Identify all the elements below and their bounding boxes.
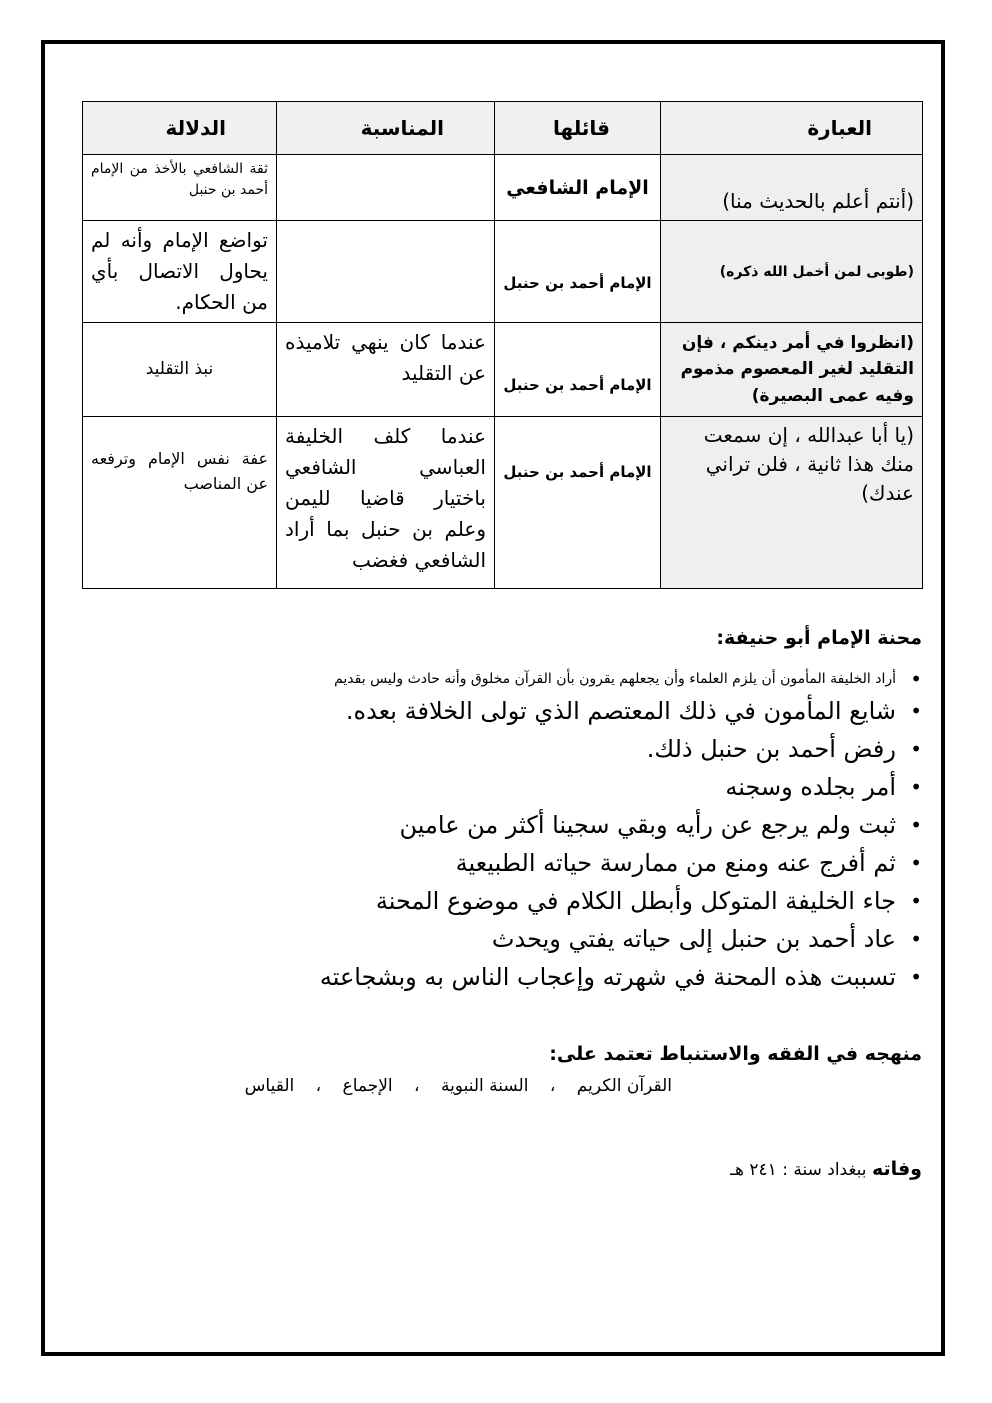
- header-quote: العبارة: [661, 102, 923, 155]
- list-item: • ثبت ولم يرجع عن رأيه وبقي سجينا أكثر من عامين: [132, 806, 922, 844]
- trial-list: [132, 666, 922, 996]
- header-occasion: المناسبة: [277, 102, 495, 155]
- death-text: ببغداد سنة : ٢٤١ هـ: [730, 1160, 867, 1180]
- table-header-row: [83, 102, 923, 155]
- list-item: • شايع المأمون في ذلك المعتصم الذي تولى الخلافة بعده.: [132, 692, 922, 730]
- occasion-cell: عندما كلف الخليفة العباسي الشافعي باختيار قاضيا لليمن وعلم بن حنبل بما أراد الشافعي فغضب: [277, 417, 495, 589]
- method-heading: منهجه في الفقه والاستنباط تعتمد على:: [549, 1043, 922, 1065]
- table-row: [83, 323, 923, 417]
- table-row: [83, 155, 923, 221]
- source-separator: ،: [414, 1076, 420, 1096]
- table-row: [83, 417, 923, 589]
- list-item: • رفض أحمد بن حنبل ذلك.: [132, 730, 922, 768]
- list-item: • ثم أفرج عنه ومنع من ممارسة حياته الطبيعية: [132, 844, 922, 882]
- source-separator: ،: [549, 1076, 556, 1096]
- source-item: الإجماع: [342, 1076, 393, 1096]
- speaker-cell: الإمام أحمد بن حنبل: [495, 417, 661, 589]
- table-row: [83, 221, 923, 323]
- meaning-cell: نبذ التقليد: [83, 323, 277, 417]
- speaker-cell: الإمام أحمد بن حنبل: [495, 221, 661, 323]
- quote-cell: (أنتم أعلم بالحديث منا): [661, 155, 923, 221]
- header-meaning: الدلالة: [83, 102, 277, 155]
- list-item: • أراد الخليفة المأمون أن يلزم العلماء وأن يجعلهم يقرون بأن القرآن مخلوق وأنه حادث وليس بقديم: [132, 666, 922, 692]
- source-item: القرآن الكريم: [576, 1076, 672, 1096]
- source-separator: ،: [315, 1076, 322, 1096]
- list-item: • تسببت هذه المحنة في شهرته وإعجاب الناس به وبشجاعته: [132, 958, 922, 996]
- quote-cell: (يا أبا عبدالله ، إن سمعت منك هذا ثانية ، فلن تراني عندك): [661, 417, 923, 589]
- occasion-cell: عندما كان ينهي تلاميذه عن التقليد: [277, 323, 495, 417]
- trial-heading: محنة الإمام أبو حنيفة:: [716, 627, 922, 649]
- list-item: • أمر بجلده وسجنه: [132, 768, 922, 806]
- source-item: القياس: [244, 1076, 295, 1096]
- quote-cell: (انظروا في أمر دينكم ، فإن التقليد لغير المعصوم مذموم وفيه عمى البصيرة): [661, 323, 923, 417]
- quote-cell: (طوبى لمن أخمل الله ذكره): [661, 221, 923, 323]
- quotes-table: [82, 101, 923, 589]
- list-item: • جاء الخليفة المتوكل وأبطل الكلام في موضوع المحنة: [132, 882, 922, 920]
- meaning-cell: ثقة الشافعي بالأخذ من الإمام أحمد بن حنبل: [83, 155, 277, 221]
- death-line: [730, 1158, 922, 1180]
- occasion-cell: [277, 155, 495, 221]
- meaning-cell: تواضع الإمام وأنه لم يحاول الاتصال بأي من الحكام.: [83, 221, 277, 323]
- meaning-cell: عفة نفس الإمام وترفعه عن المناصب: [83, 417, 277, 589]
- speaker-cell: الإمام الشافعي: [495, 155, 661, 221]
- source-item: السنة النبوية: [440, 1076, 529, 1096]
- speaker-cell: الإمام أحمد بن حنبل: [495, 323, 661, 417]
- header-speaker: قائلها: [495, 102, 661, 155]
- death-label: وفاته: [871, 1158, 922, 1180]
- list-item: • عاد أحمد بن حنبل إلى حياته يفتي ويحدث: [132, 920, 922, 958]
- sources-line: [241, 1076, 676, 1096]
- occasion-cell: [277, 221, 495, 323]
